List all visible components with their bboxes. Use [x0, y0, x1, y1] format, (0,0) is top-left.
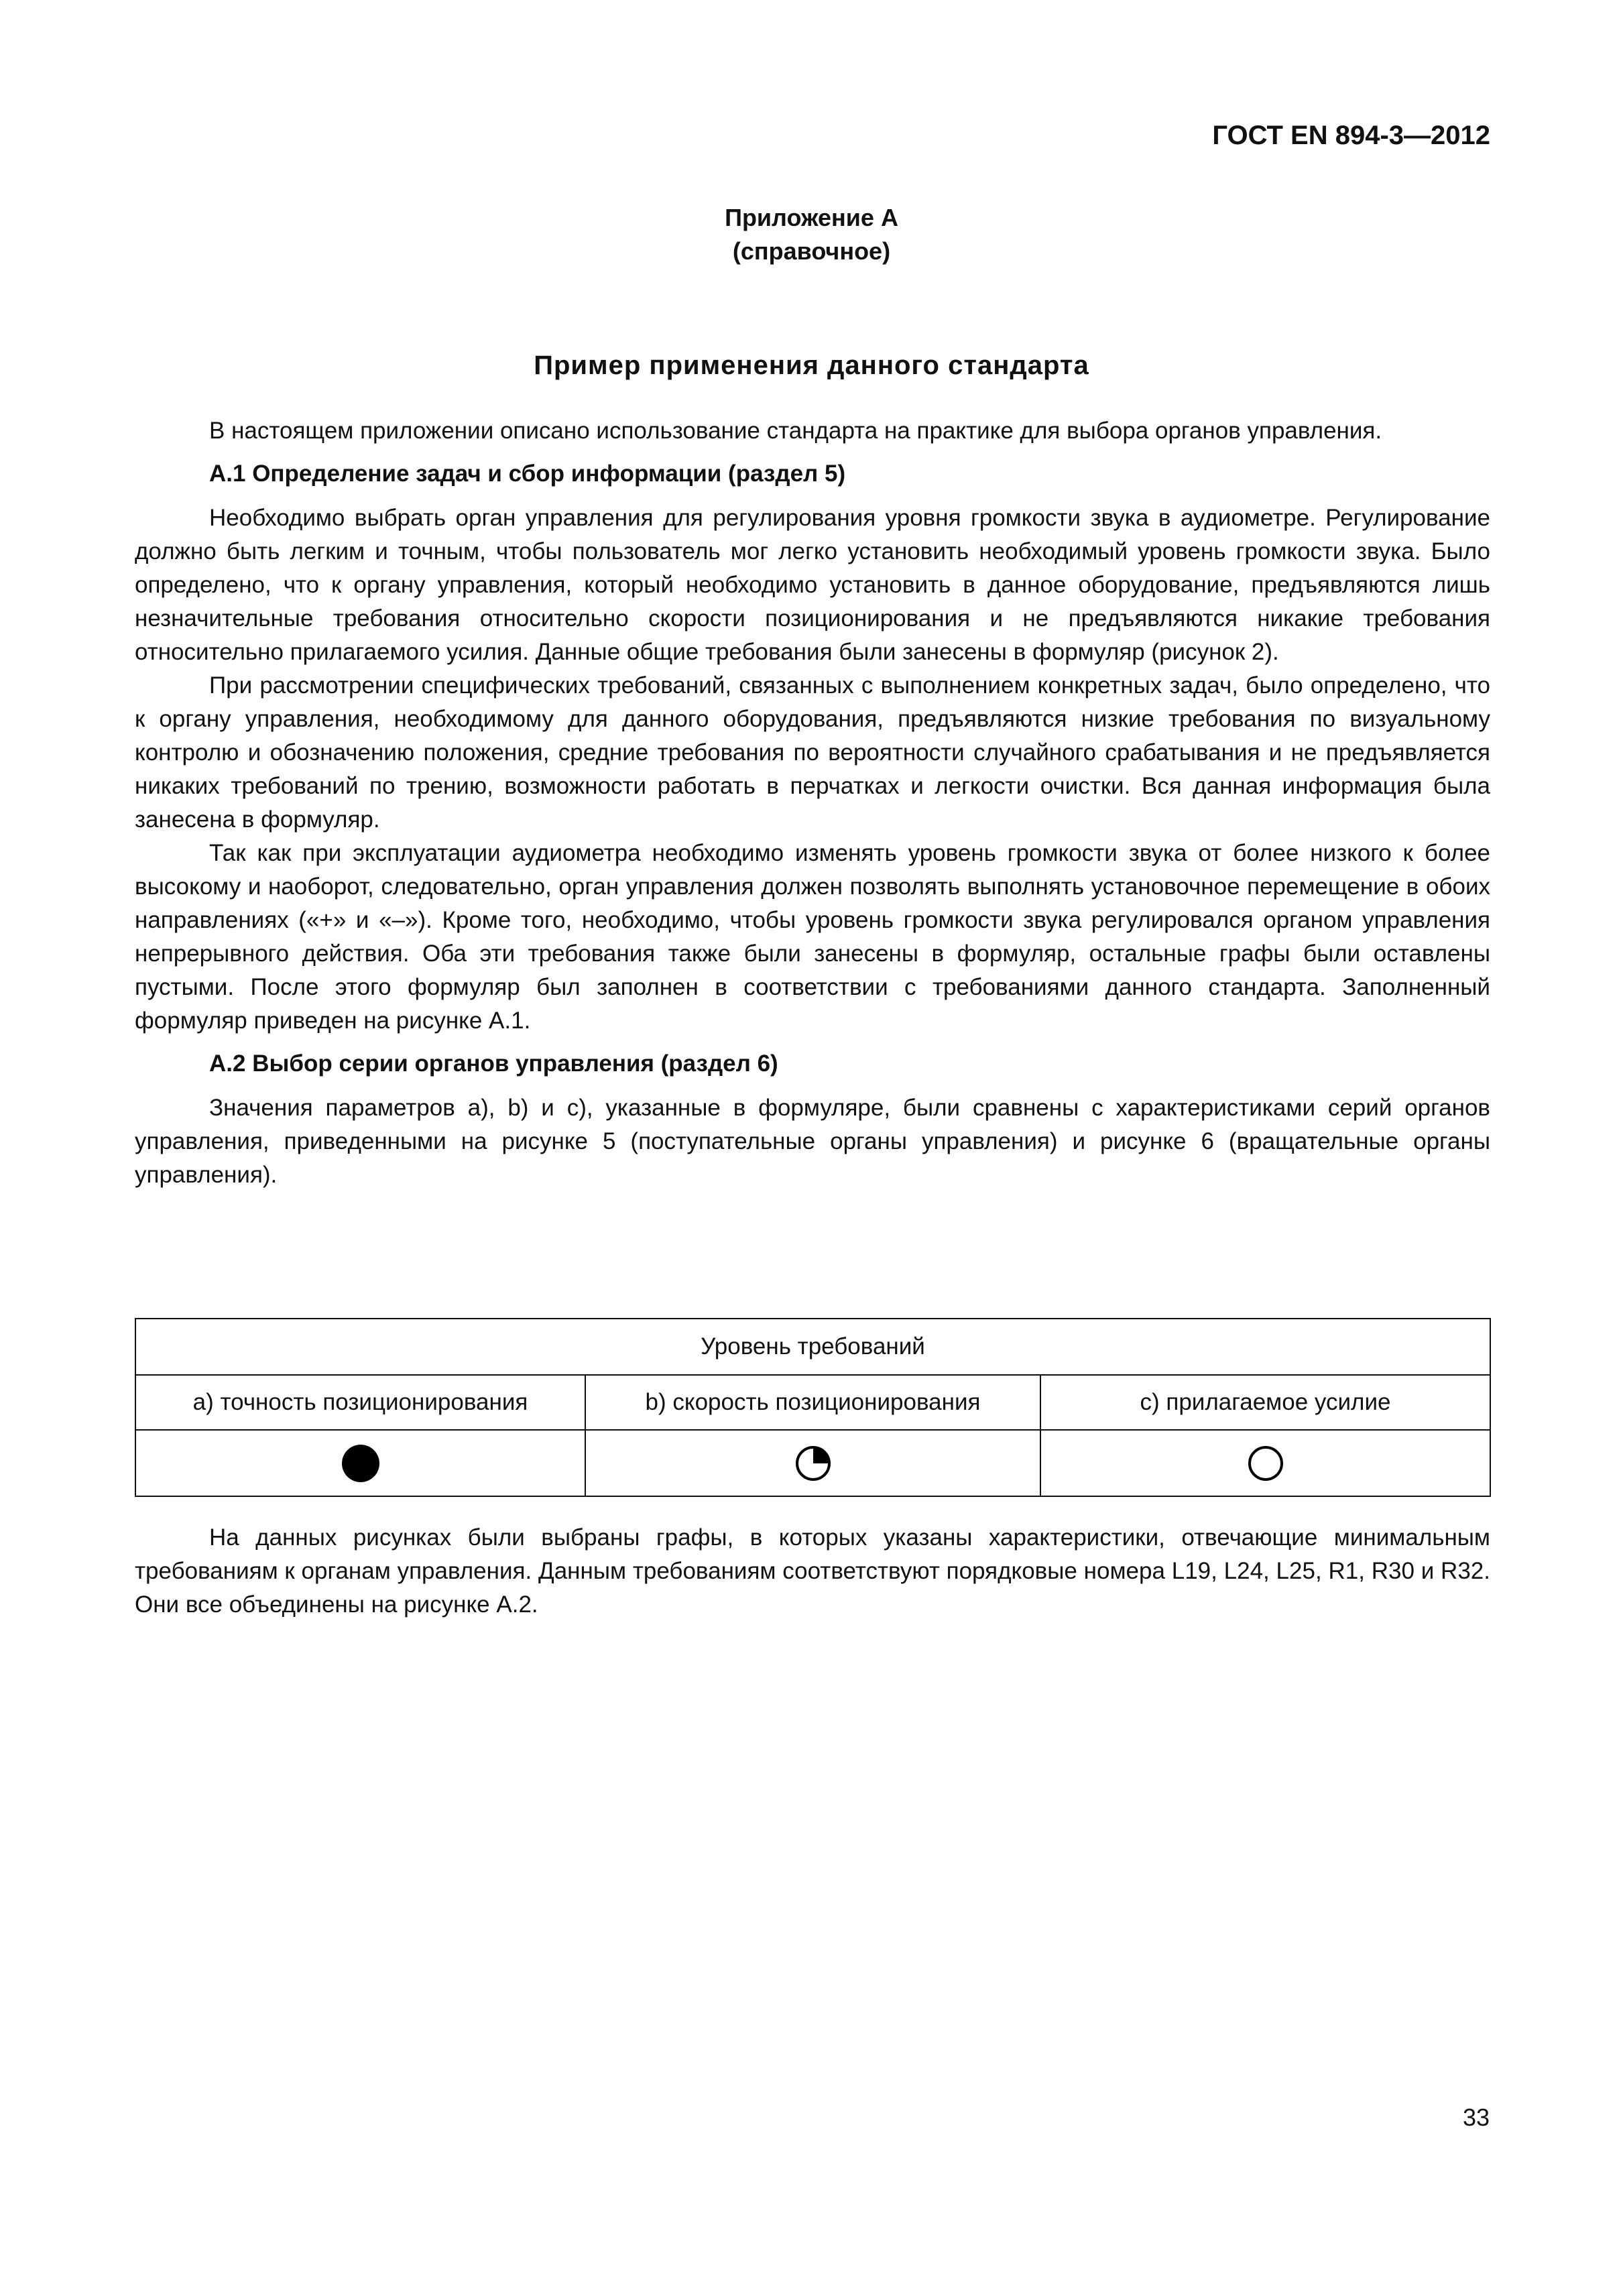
column-positioning-speed: b) скорость позиционирования [585, 1375, 1040, 1430]
a2-heading: А.2 Выбор серии органов управления (раздел 6) [209, 1050, 778, 1077]
requirements-table [135, 1318, 1491, 1497]
section-title: Пример применения данного стандарта [534, 351, 1089, 380]
document-code: ГОСТ EN 894-3—2012 [1212, 121, 1490, 150]
page-number: 33 [1462, 2104, 1490, 2131]
a1-heading: А.1 Определение задач и сбор информации (раздел 5) [209, 461, 846, 487]
annex-type: (справочное) [732, 237, 891, 265]
main-text [135, 414, 1490, 1192]
after-table-paragraph: На данных рисунках были выбраны графы, в которых указаны характеристики, отвечающие минимальным требованиям к органам управления. Данным требованиям соответствуют порядковые номера L19, L24, L25, R1, R30 и R32. Они все объединены на рисунке А.2. [135, 1524, 1490, 1618]
after-table-text [135, 1521, 1490, 1622]
a2-paragraph: Значения параметров a), b) и c), указанные в формуляре, были сравнены с характеристиками серий органов управления, приведенными на рисунке 5 (поступательные органы управления) и рисунке 6 (вращательные органы управления). [135, 1095, 1490, 1188]
intro-paragraph: В настоящем приложении описано использование стандарта на практике для выбора органов управления. [209, 418, 1382, 444]
quarter-circle-icon [796, 1446, 831, 1481]
filled-circle-icon [342, 1445, 379, 1482]
table-caption: Уровень требований [135, 1319, 1490, 1375]
a1-paragraph-1: Необходимо выбрать орган управления для регулирования уровня громкости звука в аудиометре. Регулирование должно быть легким и точным, чтобы пользователь мог легко установить необходимый уровень громкости звука. Было определено, что к органу управления, который необходимо установить в данное оборудование, предъявляются лишь незначительные требования относительно скорости позиционирования и не предъявляются никакие требования относительно прилагаемого усилия. Данные общие требования были занесены в формуляр (рисунок 2). [135, 505, 1490, 665]
level-cell-speed [585, 1430, 1040, 1496]
empty-circle-icon [1248, 1446, 1283, 1481]
level-cell-accuracy [135, 1430, 585, 1496]
a1-paragraph-3: Так как при эксплуатации аудиометра необходимо изменять уровень громкости звука от более низкого к более высокому и наоборот, следовательно, орган управления должен позволять выполнять установочное перемещение в обоих направлениях («+» и «–»). Кроме того, необходимо, чтобы уровень громкости звука регулировался органом управления непрерывного действия. Оба эти требования также были занесены в формуляр, остальные графы были оставлены пустыми. После этого формуляр был заполнен в соответствии с требованиями данного стандарта. Заполненный формуляр приведен на рисунке А.1. [135, 840, 1490, 1034]
column-applied-force: c) прилагаемое усилие [1040, 1375, 1490, 1430]
annex-title: Приложение А [725, 204, 898, 231]
a1-paragraph-2: При рассмотрении специфических требований, связанных с выполнением конкретных задач, было определено, что к органу управления, необходимому для данного оборудования, предъявляются низкие требования по визуальному контролю и обозначению положения, средние требования по вероятности случайного срабатывания и не предъявляется никаких требований по трению, возможности работать в перчатках и легкости очистки. Вся данная информация была занесена в формуляр. [135, 672, 1490, 833]
annex-heading [0, 201, 1623, 268]
column-positioning-accuracy: a) точность позиционирования [135, 1375, 585, 1430]
level-cell-force [1040, 1430, 1490, 1496]
